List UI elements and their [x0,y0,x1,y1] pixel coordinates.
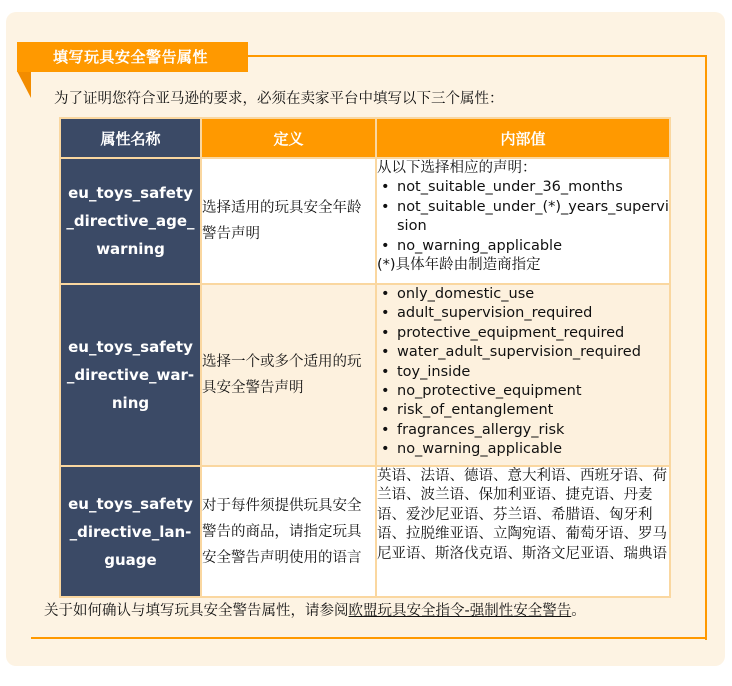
table-row [60,284,670,466]
value-cell: 英语、法语、德语、意大利语、西班牙语、荷兰语、波兰语、保加利亚语、捷克语、丹麦语、爱沙尼亚语、芬兰语、希腊语、匈牙利语、拉脱维亚语、立陶宛语、葡萄牙语、罗马尼亚语、斯洛伐克语、斯洛文尼亚语、瑞典语 [376,466,670,597]
value-item: • only_domestic_use [377,285,669,304]
value-item: • risk_of_entanglement [377,401,669,420]
attribute-name-line: _directive_age_ [66,212,195,230]
value-list [377,178,669,256]
frame-border-right [705,55,707,640]
definition-cell: 对于每件须提供玩具安全警告的商品，请指定玩具安全警告声明使用的语言 [201,466,376,597]
eu-toy-safety-link[interactable]: 欧盟玩具安全指令-强制性安全警告 [348,603,572,619]
ribbon-fold [17,71,31,98]
value-list [377,285,669,460]
value-lead: 从以下选择相应的声明： [377,160,537,176]
attribute-name-cell [60,466,201,597]
header-internal-value: 内部值 [376,118,670,158]
header-attribute-name: 属性名称 [60,118,201,158]
attribute-name-cell [60,158,201,284]
frame-border-bottom [31,637,707,639]
value-item: • adult_supervision_required [377,304,669,323]
header-definition: 定义 [201,118,376,158]
value-item: • no_warning_applicable [377,237,669,256]
attribute-name-line: ning [111,394,150,412]
attribute-name-line: eu_toys_safety [68,184,193,202]
attribute-name-line: warning [96,240,165,258]
frame-border-top [248,55,707,57]
footer-text-body: 关于如何确认与填写玩具安全警告属性，请参阅 [44,603,349,619]
value-item: • toy_inside [377,363,669,382]
attribute-name-line: _directive_lan- [69,522,192,541]
attribute-name-line: eu_toys_safety [68,494,193,513]
value-cell [376,158,670,284]
value-cell [376,284,670,466]
value-item: • fragrances_allergy_risk [377,421,669,440]
value-item: • no_warning_applicable [377,440,669,459]
footer-text [44,600,586,622]
table-row [60,158,670,284]
value-item: • protective_equipment_required [377,324,669,343]
section-title-banner: 填写玩具安全警告属性 [17,42,248,72]
footer-text-end: 。 [571,603,586,619]
value-item: • not_suitable_under_(*)_years_supervision [377,198,669,237]
value-item: • not_suitable_under_36_months [377,178,669,197]
attribute-name-line: guage [104,550,157,569]
attribute-name-line: eu_toys_safety [68,338,193,356]
intro-text: 为了证明您符合亚马逊的要求，必须在卖家平台中填写以下三个属性： [54,91,504,107]
attributes-table [59,117,671,598]
definition-cell: 选择一个或多个适用的玩具安全警告声明 [201,284,376,466]
attribute-name-cell [60,284,201,466]
attribute-name-line: _directive_war- [66,366,195,384]
value-item: • no_protective_equipment [377,382,669,401]
table-row [60,466,670,597]
table-header-row [60,118,670,158]
value-note: (*)具体年龄由制造商指定 [377,257,541,274]
definition-cell: 选择适用的玩具安全年龄警告声明 [201,158,376,284]
value-item: • water_adult_supervision_required [377,343,669,362]
